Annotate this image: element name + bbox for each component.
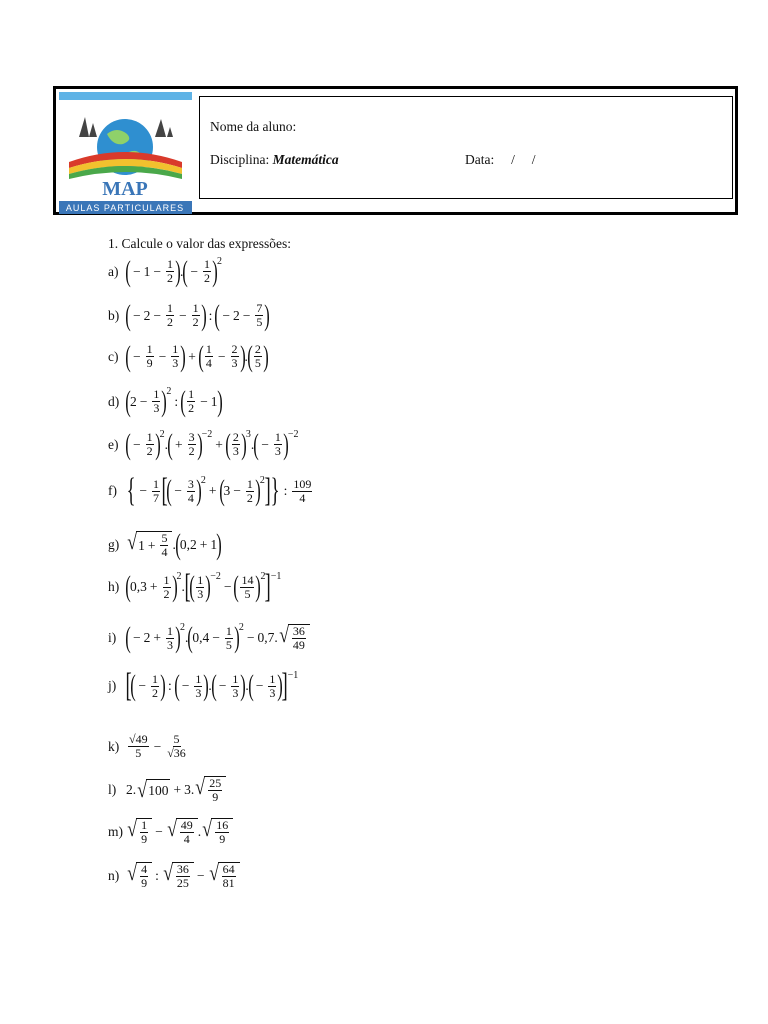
student-name-label: Nome da aluno: xyxy=(210,119,297,134)
exercise-l xyxy=(108,776,226,804)
exercise-label: c) xyxy=(108,348,119,364)
question-title: 1. Calcule o valor das expressões: xyxy=(108,236,291,251)
expression-n: √ $\frac{4}{9}$ : √ $\frac{36}{25}$ − √ $\frac{64}{81}$ xyxy=(126,862,240,890)
svg-text:AULAS PARTICULARES: AULAS PARTICULARES xyxy=(65,203,185,213)
expression-k: $\frac{√49}{5}$ − $\frac{5}{√36}$ xyxy=(129,732,186,760)
expression-m: √ $\frac{1}{9}$ − √ $\frac{49}{4}$ . √ $\frac{16}{9}$ xyxy=(126,818,233,846)
expression-e: ( − $\frac{1}{2}$ ) 2 . ( + $\frac{3}{2}$ ) −2 + ( $\frac{2}{3}$ ) 3 . ( − $\frac{1}{3}$ ) −2 xyxy=(125,427,299,461)
exercise-label: l) xyxy=(108,782,117,797)
expression-h: ( 0,3 + $\frac{1}{2}$ ) 2 . [ ( $\frac{1}{3}$ ) −2 − ( $\frac{14}{5}$ ) 2 ] −1 xyxy=(125,568,282,605)
subject-value: Matemática xyxy=(272,152,339,167)
exercise-label: f) xyxy=(108,483,117,498)
date-label: Data: xyxy=(465,152,495,167)
exercise-label: j) xyxy=(108,678,117,693)
expression-c: ( − $\frac{1}{9}$ − $\frac{1}{3}$ ) + ( $\frac{1}{4}$ − $\frac{2}{3}$ ) . ( $\frac{2}{5}$ ) xyxy=(125,339,269,373)
expression-d: ( 2 − $\frac{1}{3}$ ) 2 : ( $\frac{1}{2}$ − 1 ) xyxy=(125,384,223,418)
exercise-label: h) xyxy=(108,579,120,594)
exercise-m xyxy=(108,818,233,846)
exercise-label: d) xyxy=(108,393,120,409)
exercise-a xyxy=(108,254,222,288)
exercise-label: e) xyxy=(108,436,119,452)
exercise-label: i) xyxy=(108,630,117,645)
date-value: / / xyxy=(511,152,536,167)
exercise-i xyxy=(108,621,310,654)
exercise-label: b) xyxy=(108,307,120,323)
expression-a: ( − 1 − $\frac{1}{2}$ ) . ( − $\frac{1}{2}$ ) 2 xyxy=(125,254,222,288)
expression-j: [ ( − $\frac{1}{2}$ ) : ( − $\frac{1}{3}$ ) . ( − $\frac{1}{3}$ ) . ( − $\frac{1}{3}$ ) ] −1 xyxy=(125,667,299,704)
exercise-label: n) xyxy=(108,868,120,883)
exercise-label: g) xyxy=(108,537,120,552)
subject-label: Disciplina: xyxy=(210,152,270,167)
exercise-b xyxy=(108,298,271,332)
exercise-h xyxy=(108,568,282,605)
exercise-d xyxy=(108,384,223,418)
header-box xyxy=(53,86,738,215)
exercise-c xyxy=(108,339,269,373)
exercise-g xyxy=(108,528,222,561)
logo-text: MAP xyxy=(102,178,148,200)
exercise-label: k) xyxy=(108,738,120,754)
expression-i: ( − 2 + $\frac{1}{3}$ ) 2 . ( 0,4 − $\frac{1}{5}$ ) 2 − 0,7. √ $\frac{36}{49}$ xyxy=(126,624,310,652)
student-info-box xyxy=(199,96,733,199)
exercise-f xyxy=(108,472,314,509)
exercise-n xyxy=(108,862,240,890)
date-field xyxy=(465,152,536,168)
expression-b: ( − 2 − $\frac{1}{2}$ − $\frac{1}{2}$ ) : ( − 2 − $\frac{7}{5}$ ) xyxy=(125,298,271,332)
map-logo xyxy=(59,92,192,214)
subject-row xyxy=(210,152,720,168)
exercise-k xyxy=(108,733,189,760)
exercise-e xyxy=(108,427,299,461)
expression-l: 2. √ 100 + 3. √ $\frac{25}{9}$ xyxy=(126,776,226,804)
expression-f: { − $\frac{1}{7}$ [ ( − $\frac{3}{4}$ ) 2 + ( 3 − $\frac{1}{2}$ ) 2 ] } : $\frac{109}{4}$ xyxy=(126,472,312,509)
exercise-j xyxy=(108,667,299,704)
exercise-label: a) xyxy=(108,263,119,279)
exercise-label: m) xyxy=(108,824,123,839)
expression-g: √ 1 + $\frac{5}{4}$ . ( 0,2 + 1 ) xyxy=(127,528,222,561)
